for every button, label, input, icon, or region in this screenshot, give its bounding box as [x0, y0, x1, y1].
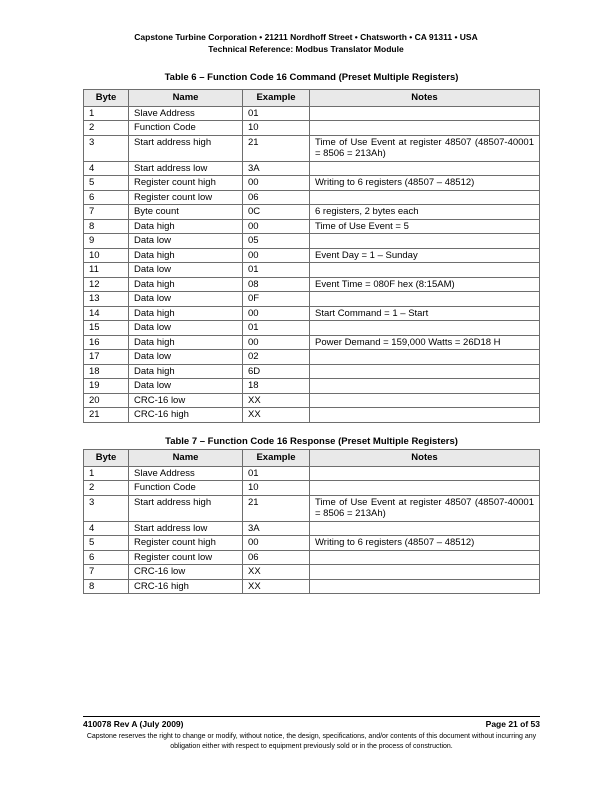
example-cell: 06 [243, 190, 310, 205]
table-row [84, 234, 540, 249]
example-cell: 01 [243, 106, 310, 121]
notes-cell [310, 161, 540, 176]
byte-cell: 5 [84, 536, 129, 551]
table-row [84, 263, 540, 278]
example-cell: 01 [243, 321, 310, 336]
byte-cell: 18 [84, 364, 129, 379]
notes-cell [310, 292, 540, 307]
notes-cell [310, 565, 540, 580]
table-row [84, 379, 540, 394]
name-cell: CRC-16 high [129, 408, 243, 423]
byte-cell: 4 [84, 521, 129, 536]
byte-cell: 20 [84, 393, 129, 408]
notes-cell: Time of Use Event = 5 [310, 219, 540, 234]
notes-cell: Time of Use Event at register 48507 (48507-40001 = 8506 = 213Ah) [310, 135, 540, 161]
name-cell: Data high [129, 248, 243, 263]
byte-cell: 7 [84, 205, 129, 220]
document-footer [83, 719, 540, 730]
byte-cell: 1 [84, 106, 129, 121]
byte-cell: 12 [84, 277, 129, 292]
name-cell: Register count low [129, 550, 243, 565]
table-row [84, 161, 540, 176]
byte-cell: 4 [84, 161, 129, 176]
name-cell: Data high [129, 364, 243, 379]
table-row [84, 521, 540, 536]
example-cell: 0F [243, 292, 310, 307]
byte-cell: 19 [84, 379, 129, 394]
byte-cell: 14 [84, 306, 129, 321]
table7-title: Table 7 – Function Code 16 Response (Preset Multiple Registers) [165, 436, 458, 447]
notes-cell [310, 364, 540, 379]
table6-title: Table 6 – Function Code 16 Command (Preset Multiple Registers) [164, 72, 459, 83]
table-row [84, 190, 540, 205]
header-address-line: Capstone Turbine Corporation • 21211 Nordhoff Street • Chatsworth • CA 91311 • USA [134, 32, 478, 42]
name-cell: Data low [129, 350, 243, 365]
table-row [84, 321, 540, 336]
example-cell: 02 [243, 350, 310, 365]
byte-cell: 6 [84, 190, 129, 205]
notes-cell: Power Demand = 159,000 Watts = 26D18 H [310, 335, 540, 350]
name-cell: Start address low [129, 161, 243, 176]
example-cell: 21 [243, 135, 310, 161]
table-row [84, 565, 540, 580]
name-cell: Data low [129, 234, 243, 249]
example-cell: 0C [243, 205, 310, 220]
example-cell: 01 [243, 263, 310, 278]
name-cell: Start address high [129, 495, 243, 521]
example-cell: XX [243, 393, 310, 408]
byte-cell: 17 [84, 350, 129, 365]
footer-divider [83, 716, 540, 717]
table-row [84, 306, 540, 321]
name-cell: Register count high [129, 176, 243, 191]
name-cell: Data low [129, 321, 243, 336]
name-cell: Start address low [129, 521, 243, 536]
notes-cell [310, 408, 540, 423]
table-row [84, 350, 540, 365]
table-row [84, 335, 540, 350]
column-header: Byte [84, 450, 129, 467]
column-header: Byte [84, 90, 129, 107]
table-header-row [84, 450, 540, 467]
notes-cell: Event Time = 080F hex (8:15AM) [310, 277, 540, 292]
example-cell: 3A [243, 161, 310, 176]
table-row [84, 466, 540, 481]
byte-cell: 11 [84, 263, 129, 278]
notes-cell: Event Day = 1 – Sunday [310, 248, 540, 263]
table-row [84, 219, 540, 234]
notes-cell [310, 106, 540, 121]
notes-cell: Writing to 6 registers (48507 – 48512) [310, 536, 540, 551]
table-row [84, 106, 540, 121]
table-header-row [84, 90, 540, 107]
byte-cell: 3 [84, 135, 129, 161]
table-row [84, 121, 540, 136]
column-header: Notes [310, 450, 540, 467]
example-cell: 18 [243, 379, 310, 394]
example-cell: 00 [243, 219, 310, 234]
table-row [84, 248, 540, 263]
name-cell: CRC-16 high [129, 579, 243, 594]
column-header: Name [129, 90, 243, 107]
footer-page-number: Page 21 of 53 [485, 719, 540, 729]
name-cell: Data low [129, 379, 243, 394]
example-cell: 05 [243, 234, 310, 249]
table-row [84, 364, 540, 379]
byte-cell: 3 [84, 495, 129, 521]
notes-cell [310, 321, 540, 336]
column-header: Example [243, 90, 310, 107]
name-cell: Byte count [129, 205, 243, 220]
notes-cell: Start Command = 1 – Start [310, 306, 540, 321]
example-cell: 00 [243, 335, 310, 350]
name-cell: Register count high [129, 536, 243, 551]
byte-cell: 21 [84, 408, 129, 423]
footer-disclaimer: Capstone reserves the right to change or modify, without notice, the design, specifications, and/or contents of this document without incurring any obligation either with respect to equipment previously sold or in the process of construction. [86, 733, 537, 750]
notes-cell [310, 579, 540, 594]
example-cell: XX [243, 408, 310, 423]
byte-cell: 8 [84, 579, 129, 594]
table-row [84, 495, 540, 521]
table-row [84, 135, 540, 161]
table7-function-code-16-response [83, 449, 540, 594]
byte-cell: 1 [84, 466, 129, 481]
name-cell: Slave Address [129, 106, 243, 121]
example-cell: 00 [243, 536, 310, 551]
header-reference-line: Technical Reference: Modbus Translator Module [208, 44, 404, 54]
footer-doc-ref: 410078 Rev A (July 2009) [83, 719, 184, 729]
name-cell: Data high [129, 277, 243, 292]
example-cell: 00 [243, 306, 310, 321]
notes-cell [310, 481, 540, 496]
example-cell: 10 [243, 121, 310, 136]
notes-cell: 6 registers, 2 bytes each [310, 205, 540, 220]
name-cell: Data high [129, 335, 243, 350]
notes-cell [310, 379, 540, 394]
byte-cell: 2 [84, 481, 129, 496]
example-cell: 21 [243, 495, 310, 521]
notes-cell: Writing to 6 registers (48507 – 48512) [310, 176, 540, 191]
example-cell: 6D [243, 364, 310, 379]
name-cell: CRC-16 low [129, 565, 243, 580]
byte-cell: 13 [84, 292, 129, 307]
byte-cell: 7 [84, 565, 129, 580]
example-cell: 00 [243, 176, 310, 191]
byte-cell: 8 [84, 219, 129, 234]
name-cell: Register count low [129, 190, 243, 205]
byte-cell: 2 [84, 121, 129, 136]
name-cell: Data low [129, 263, 243, 278]
name-cell: Data high [129, 219, 243, 234]
notes-cell [310, 234, 540, 249]
column-header: Example [243, 450, 310, 467]
example-cell: 01 [243, 466, 310, 481]
name-cell: CRC-16 low [129, 393, 243, 408]
notes-cell [310, 466, 540, 481]
notes-cell [310, 393, 540, 408]
table-row [84, 536, 540, 551]
name-cell: Start address high [129, 135, 243, 161]
table-row [84, 205, 540, 220]
notes-cell [310, 350, 540, 365]
table-row [84, 550, 540, 565]
table-row [84, 176, 540, 191]
byte-cell: 15 [84, 321, 129, 336]
byte-cell: 16 [84, 335, 129, 350]
byte-cell: 5 [84, 176, 129, 191]
byte-cell: 10 [84, 248, 129, 263]
example-cell: XX [243, 565, 310, 580]
name-cell: Function Code [129, 481, 243, 496]
notes-cell [310, 190, 540, 205]
example-cell: 10 [243, 481, 310, 496]
table6-function-code-16-command [83, 89, 540, 423]
name-cell: Function Code [129, 121, 243, 136]
example-cell: 06 [243, 550, 310, 565]
notes-cell [310, 121, 540, 136]
column-header: Name [129, 450, 243, 467]
table-row [84, 579, 540, 594]
document-header [0, 31, 612, 55]
example-cell: 08 [243, 277, 310, 292]
example-cell: 3A [243, 521, 310, 536]
notes-cell: Time of Use Event at register 48507 (48507-40001 = 8506 = 213Ah) [310, 495, 540, 521]
byte-cell: 6 [84, 550, 129, 565]
table-row [84, 393, 540, 408]
table-row [84, 277, 540, 292]
table-row [84, 481, 540, 496]
name-cell: Data low [129, 292, 243, 307]
byte-cell: 9 [84, 234, 129, 249]
table-row [84, 408, 540, 423]
example-cell: 00 [243, 248, 310, 263]
name-cell: Data high [129, 306, 243, 321]
column-header: Notes [310, 90, 540, 107]
notes-cell [310, 521, 540, 536]
notes-cell [310, 263, 540, 278]
example-cell: XX [243, 579, 310, 594]
table-row [84, 292, 540, 307]
name-cell: Slave Address [129, 466, 243, 481]
notes-cell [310, 550, 540, 565]
